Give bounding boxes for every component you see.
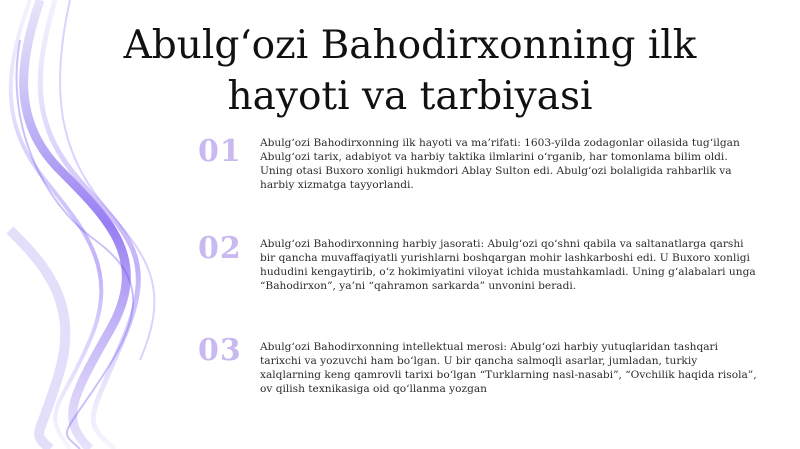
page-title: Abulg‘ozi Bahodirxonning ilk hayoti va tarbiyasi: [123, 23, 697, 119]
item-number: 02: [198, 231, 242, 266]
item-text: Abulg‘ozi Bahodirxonning ilk hayoti va ma’rifati: 1603-yilda zodagonlar oilasida tug‘ilgan Abulg‘ozi tarix, adabiyot va harbiy taktika ilmlarini o‘rganib, har tomonlama bilim oldi. Uning otasi Buxoro xonligi hukmdori Ablay Sulton edi. Abulg‘ozi bolaligida rahbarlik va harbiy xizmatga tayyorlandi.: [260, 137, 740, 191]
item-number: 03: [198, 333, 242, 368]
item-text: Abulg‘ozi Bahodirxonning harbiy jasorati: Abulg‘ozi qo‘shni qabila va saltanatlarga qarshi bir qancha muvaffaqiyatli yurishlarni boshqargan mohir lashkarboshi edi. U Buxoro xonligi hududini kengaytirib, o‘z hokimiyatini viloyat ichida mustahkamladi. Uning g‘alabalari unga “Bahodirxon”, ya’ni “qahramon sarkarda” unvonini beradi.: [260, 238, 756, 292]
item-number: 01: [198, 134, 242, 169]
item-text: Abulg‘ozi Bahodirxonning intellektual merosi: Abulg‘ozi harbiy yutuqlaridan tashqari tarixchi va yozuvchi ham bo‘lgan. U bir qancha salmoqli asarlar, jumladan, turkiy xalqlarning keng qamrovli tarixi bo‘lgan “Turklarning nasl-nasabi”, “Ovchilik haqida risola”, ov qilish texnikasiga oid qo‘llanma yozgan: [260, 341, 757, 395]
